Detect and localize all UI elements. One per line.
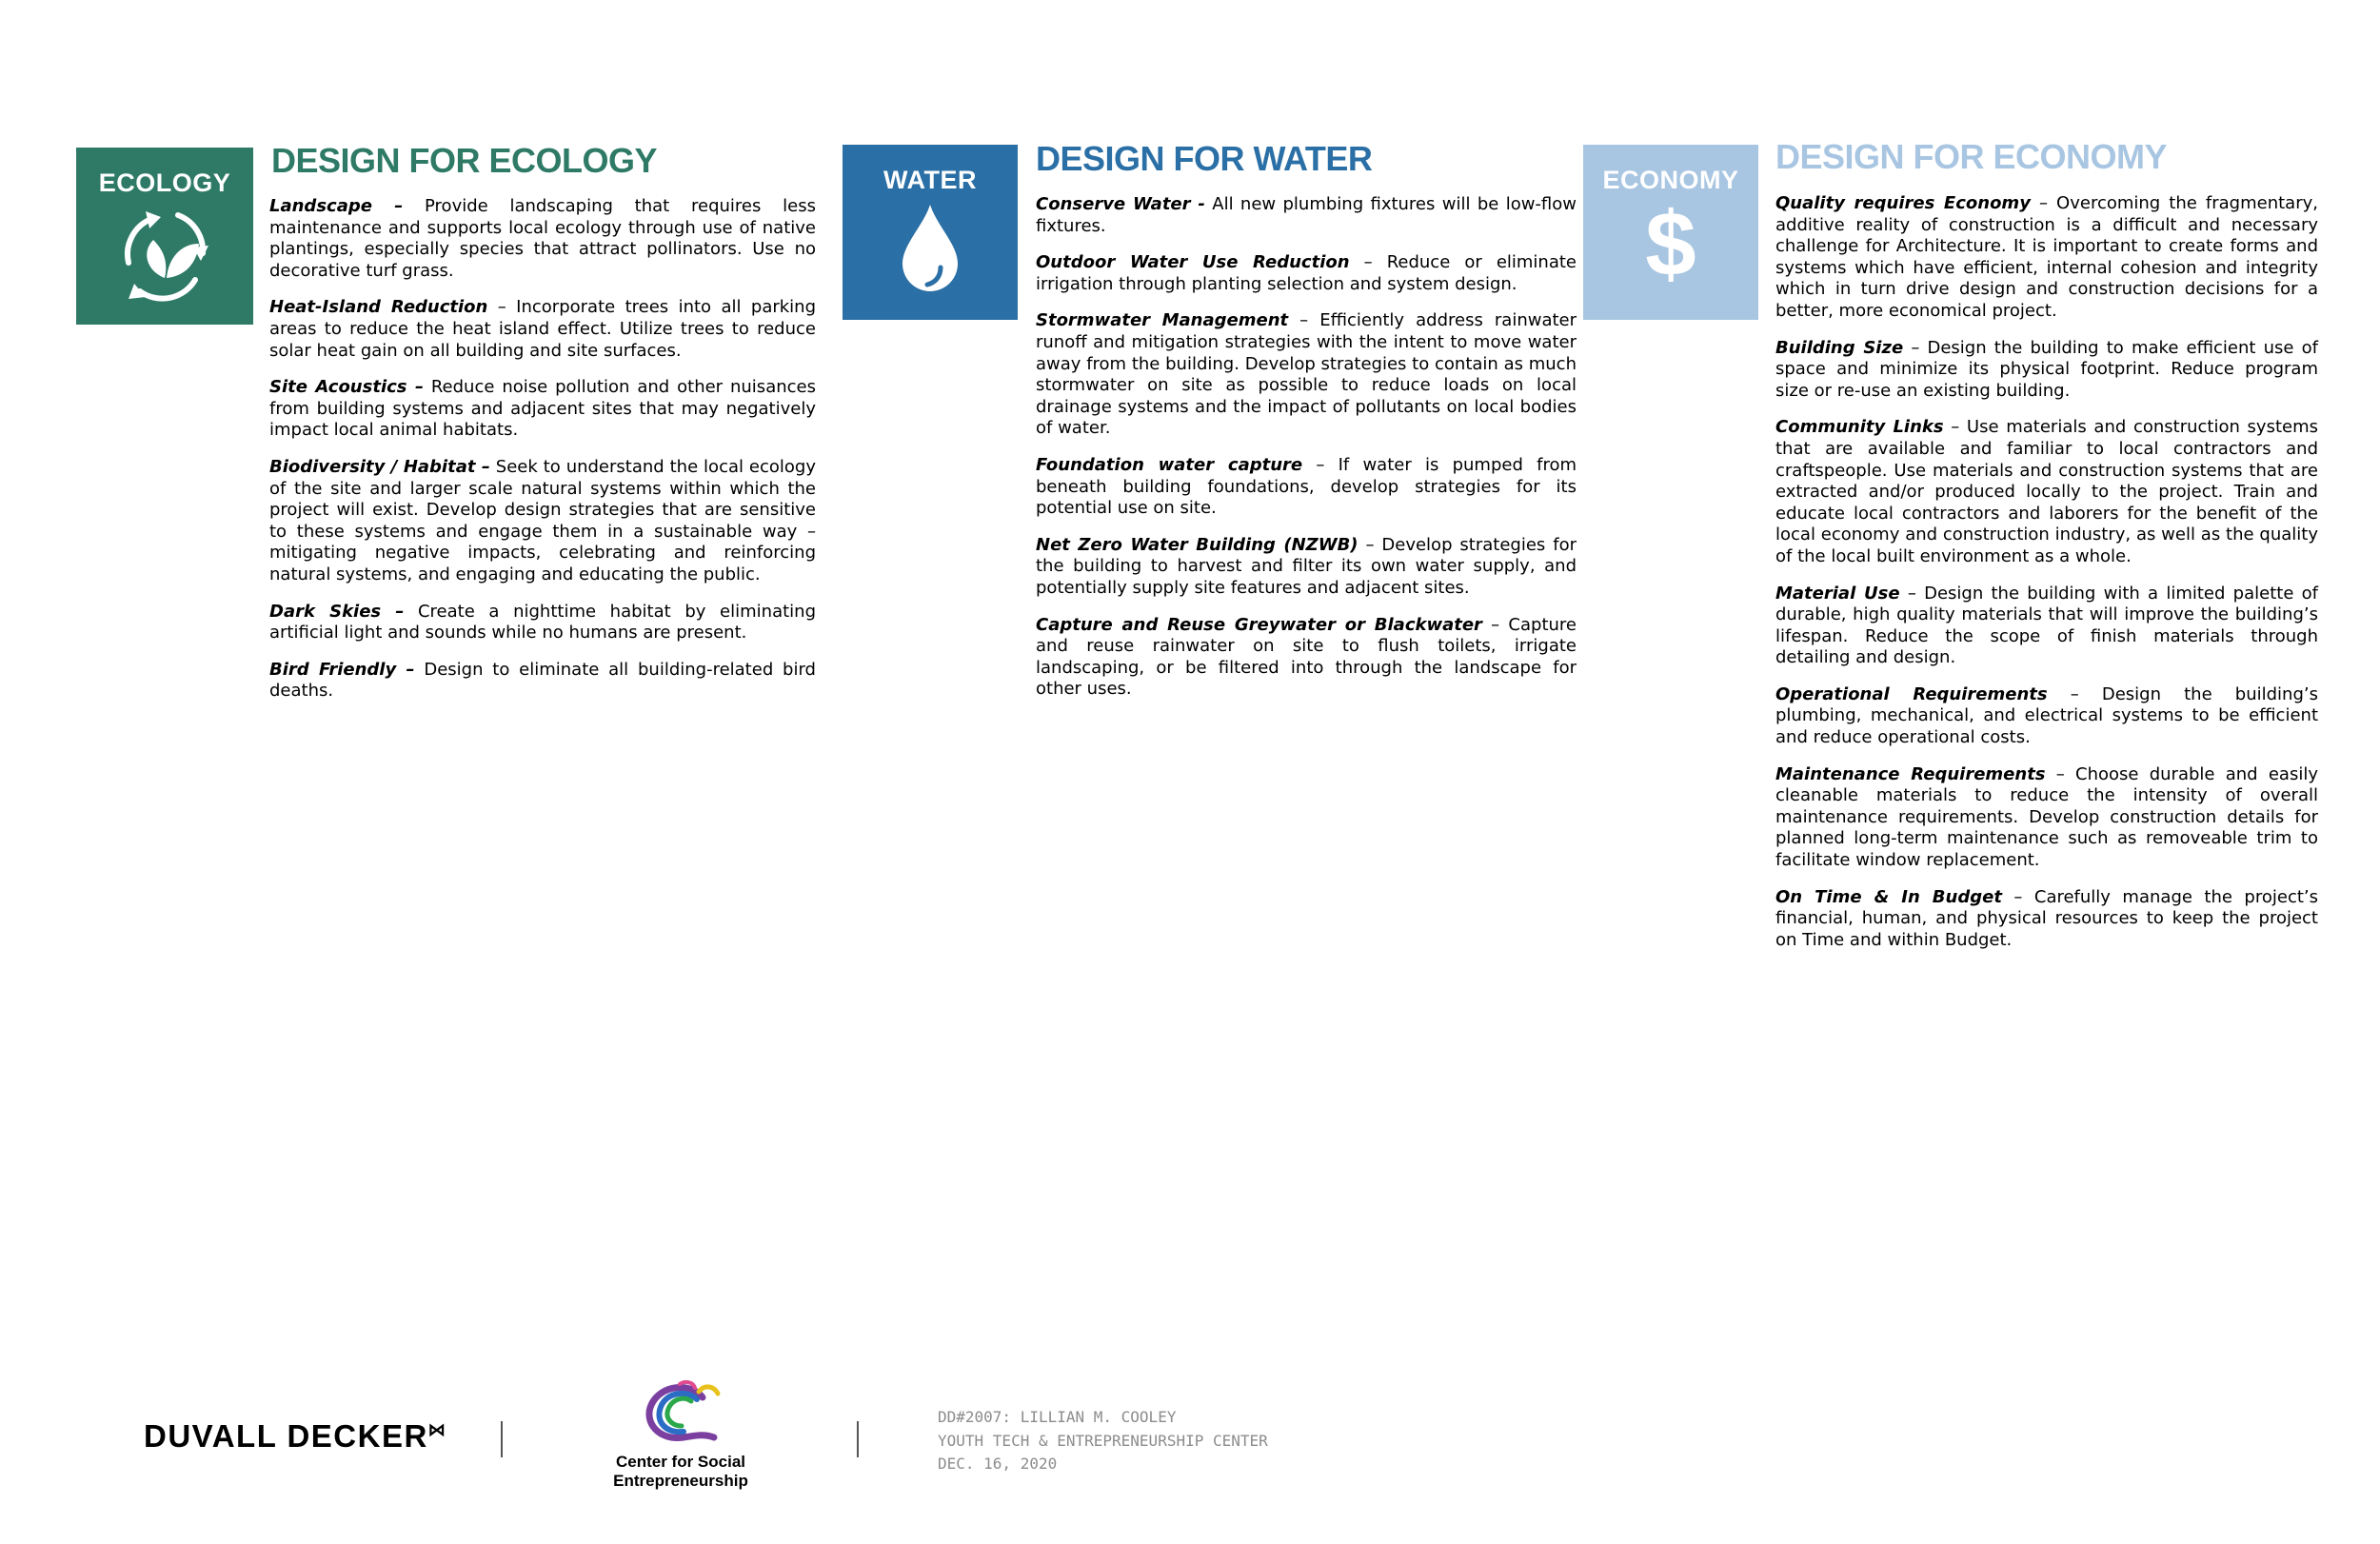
list-item: Community Links – Use materials and construction systems that are available and familiar to local contractors and craftspeople. Use materials and construction systems that are extracted and/or produced locally to the project. Train and educate local contractors and laborers for the benefit of the local economy and construction industry, as well as the quality of the local built environment as a whole. — [1775, 417, 2319, 566]
list-item: Quality requires Economy – Overcoming the fragmentary, additive reality of construction is a difficult and necessary challenge for Architecture. It is important to create forms and systems which have efficient, internal cohesion and integrity which in turn drive design and construction decisions for a better, more economical project. — [1775, 193, 2318, 321]
list-item: Foundation water capture – If water is pumped from beneath building foundations, develop strategies for its potential use on site. — [1036, 454, 1577, 519]
firm-mark-icon: ⋈ — [427, 1420, 447, 1439]
partner-name: Center for Social Entrepreneurship — [613, 1453, 748, 1490]
water-drop-icon — [897, 201, 963, 296]
duvall-decker-logo — [144, 1418, 446, 1455]
water-tile-label: WATER — [883, 166, 977, 194]
footer-divider — [501, 1421, 503, 1457]
recycle-leaf-icon — [108, 202, 222, 307]
list-item: Stormwater Management – Efficiently address rainwater runoff and mitigation strategies with the intent to move water away from the building. Develop strategies to contain as much stormwater on site as possible to reduce loads on local drainage systems and the impact of pollutants on local bodies of water. — [1036, 310, 1577, 439]
economy-tile — [1583, 145, 1758, 320]
economy-heading: DESIGN FOR ECONOMY — [1775, 137, 2168, 176]
economy-list — [1775, 193, 2318, 966]
water-list — [1036, 194, 1577, 716]
list-item: Conserve Water - All new plumbing fixtures will be low-flow fixtures. — [1036, 194, 1577, 236]
economy-tile-label: ECONOMY — [1602, 166, 1739, 194]
water-heading: DESIGN FOR WATER — [1036, 139, 1373, 178]
project-number: DD#2007: LILLIAN M. COOLEY — [938, 1408, 1177, 1426]
ecology-heading: DESIGN FOR ECOLOGY — [271, 141, 658, 180]
list-item: Operational Requirements – Design the building’s plumbing, mechanical, and electrical systems to be efficient and reduce operational costs. — [1775, 683, 2318, 748]
list-item: Capture and Reuse Greywater or Blackwater – Capture and reuse rainwater on site to flush toilets, irrigate landscaping, or be filtered into through the landscape for other uses. — [1036, 614, 1577, 700]
list-item: On Time & In Budget – Carefully manage the project’s financial, human, and physical resources to keep the project on Time and within Budget. — [1775, 886, 2318, 950]
list-item: Bird Friendly – Design to eliminate all building-related bird deaths. — [269, 659, 816, 702]
cse-swirl-icon — [638, 1378, 724, 1447]
list-item: Dark Skies – Create a nighttime habitat by eliminating artificial light and sounds while no humans are present. — [269, 601, 816, 643]
list-item: Material Use – Design the building with a limited palette of durable, high quality materials that will improve the building’s lifespan. Reduce the scope of finish materials through detailing and design. — [1775, 583, 2318, 668]
list-item: Building Size – Design the building to make efficient use of space and minimize its physical footprint. Reduce program size or re-use an existing building. — [1775, 337, 2318, 401]
list-item: Net Zero Water Building (NZWB) – Develop strategies for the building to harvest and filter its own water supply, and potentially supply site features and adjacent sites. — [1036, 534, 1577, 598]
list-item: Biodiversity / Habitat – Seek to understand the local ecology of the site and larger scale natural systems within which the project will exist. Develop design strategies that are sensitive to these systems and engage them in a sustainable way – mitigating negative impacts, celebrating and reinforcing natural systems, and engaging and educating the public. — [269, 456, 816, 584]
project-name: YOUTH TECH & ENTREPRENEURSHIP CENTER — [938, 1431, 1268, 1450]
firm-name: DUVALL DECKER — [144, 1418, 428, 1454]
water-tile — [843, 145, 1018, 320]
list-item: Heat-Island Reduction – Incorporate trees into all parking areas to reduce the heat island effect. Utilize trees to reduce solar heat gain on all building and site surfaces. — [269, 297, 817, 361]
cse-logo — [547, 1378, 814, 1491]
project-date: DEC. 16, 2020 — [938, 1455, 1058, 1473]
list-item: Outdoor Water Use Reduction – Reduce or eliminate irrigation through planting selection and system design. — [1036, 252, 1577, 294]
list-item: Landscape – Provide landscaping that requires less maintenance and supports local ecology through use of native plantings, especially species that attract pollinators. Use no decorative turf grass. — [269, 196, 816, 281]
ecology-tile — [76, 148, 253, 325]
project-info — [938, 1406, 1268, 1476]
footer-divider — [857, 1421, 859, 1457]
ecology-tile-label: ECOLOGY — [98, 168, 231, 197]
ecology-list — [269, 196, 816, 718]
list-item: Site Acoustics – Reduce noise pollution and other nuisances from building systems and adjacent sites that may negatively impact local animal habitats. — [269, 377, 816, 441]
list-item: Maintenance Requirements – Choose durable and easily cleanable materials to reduce the intensity of overall maintenance requirements. Develop construction details for planned long-term maintenance such as removeable trim to facilitate window replacement. — [1775, 763, 2318, 871]
dollar-icon: $ — [1645, 193, 1696, 295]
